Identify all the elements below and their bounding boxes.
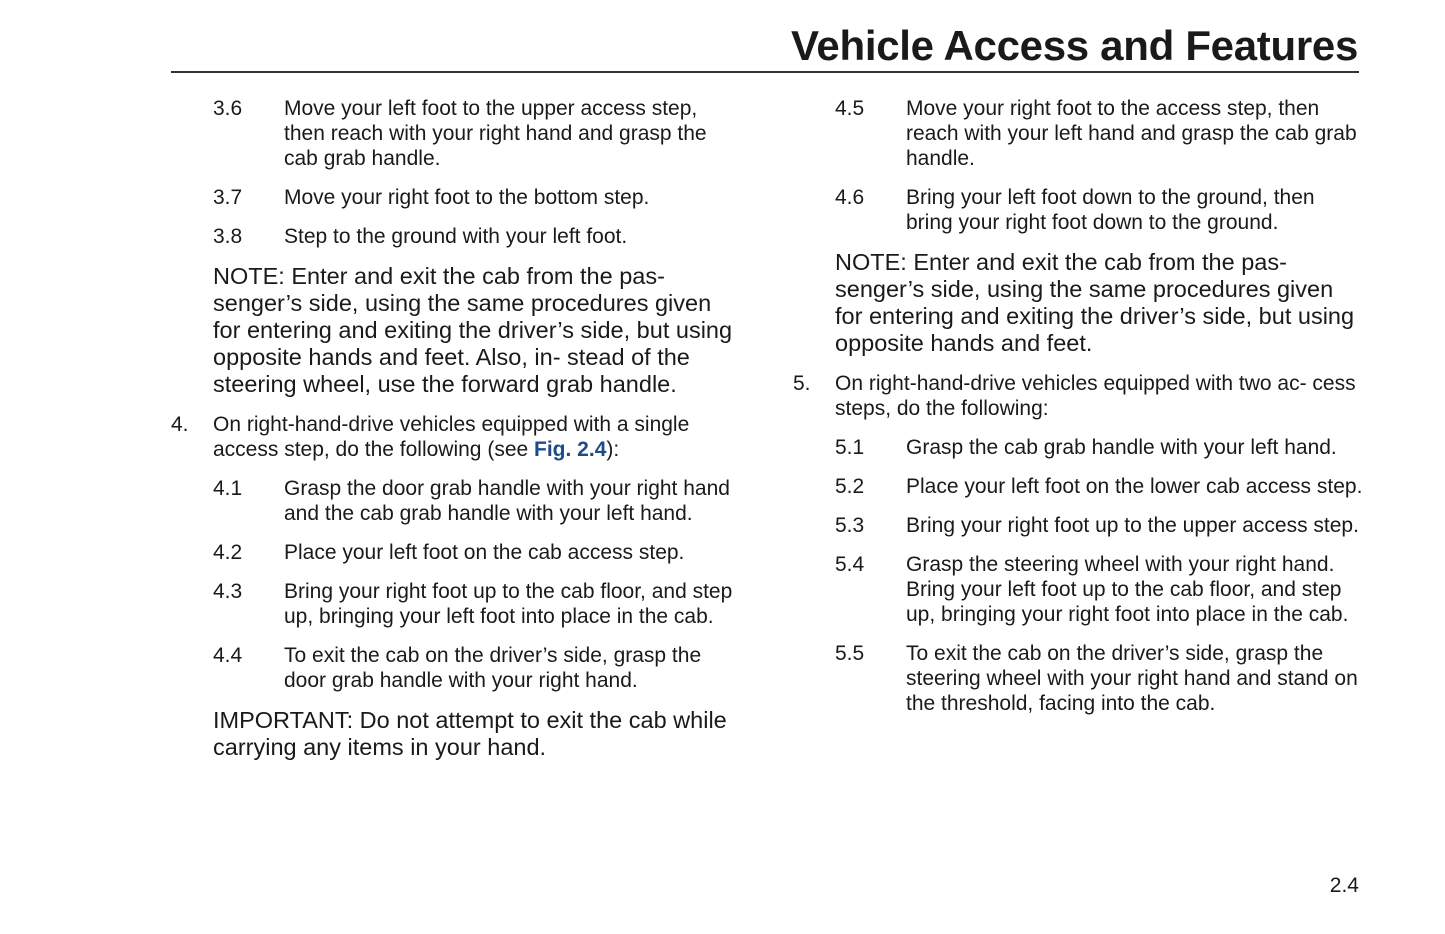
step-text: Move your right foot to the access step, then reach with your left hand and grasp the cab grab handle.	[906, 97, 1357, 170]
left-column	[171, 96, 741, 775]
item-number: 5.	[793, 372, 811, 395]
step-number: 5.4	[835, 553, 865, 576]
step-text: Grasp the steering wheel with your right hand. Bring your left foot up to the cab floor, and step up, bringing your right foot into place in the cab.	[906, 553, 1349, 626]
step-3-7	[171, 185, 741, 210]
step-number: 4.4	[213, 644, 243, 667]
step-5-3	[793, 513, 1363, 538]
step-5-2	[793, 474, 1363, 499]
page-title: Vehicle Access and Features	[791, 22, 1358, 69]
step-4-4	[171, 643, 741, 693]
item-5	[793, 371, 1363, 421]
step-number: 5.2	[835, 475, 865, 498]
step-4-2	[171, 540, 741, 565]
step-number: 4.6	[835, 186, 865, 209]
note-passenger-side: NOTE: Enter and exit the cab from the pas- senger’s side, using the same procedures given for entering and exiting the driver’s side, but using opposite hands and feet. Also, in- stead of the steering wheel, use the forward grab handle.	[213, 263, 733, 397]
step-3-8	[171, 224, 741, 249]
page-number: 2.4	[1329, 874, 1359, 897]
step-text: To exit the cab on the driver’s side, grasp the steering wheel with your right hand and stand on the threshold, facing into the cab.	[906, 642, 1358, 715]
step-number: 5.1	[835, 436, 865, 459]
item-text: On right-hand-drive vehicles equipped with two ac- cess steps, do the following:	[835, 372, 1356, 420]
step-number: 4.3	[213, 580, 243, 603]
right-column	[793, 96, 1363, 730]
step-4-5	[793, 96, 1363, 171]
step-4-1	[171, 476, 741, 526]
step-5-5	[793, 641, 1363, 716]
step-number: 4.2	[213, 541, 243, 564]
item-text-before: On right-hand-drive vehicles equipped with a single access step, do the following (see	[213, 413, 690, 461]
step-text: Bring your right foot up to the upper access step.	[906, 514, 1359, 537]
step-4-6	[793, 185, 1363, 235]
figure-reference-link[interactable]: Fig. 2.4	[534, 438, 607, 461]
step-3-6	[171, 96, 741, 171]
step-number: 4.5	[835, 97, 865, 120]
step-number: 4.1	[213, 477, 243, 500]
header-rule	[171, 71, 1359, 73]
item-text	[213, 413, 689, 461]
step-5-1	[793, 435, 1363, 460]
step-text: To exit the cab on the driver’s side, grasp the door grab handle with your right hand.	[284, 644, 702, 692]
step-text: Move your left foot to the upper access step, then reach with your right hand and grasp the cab grab handle.	[284, 97, 707, 170]
item-text-after: ):	[606, 438, 620, 461]
step-4-3	[171, 579, 741, 629]
step-5-4	[793, 552, 1363, 627]
item-4	[171, 412, 741, 462]
important-notice: IMPORTANT: Do not attempt to exit the cab while carrying any items in your hand.	[213, 707, 727, 760]
step-text: Step to the ground with your left foot.	[284, 225, 628, 248]
step-text: Bring your left foot down to the ground, then bring your right foot down to the ground.	[906, 186, 1315, 234]
step-number: 3.8	[213, 225, 243, 248]
step-number: 5.3	[835, 514, 865, 537]
step-number: 3.6	[213, 97, 243, 120]
step-text: Bring your right foot up to the cab floor, and step up, bringing your left foot into place in the cab.	[284, 580, 733, 628]
step-text: Grasp the cab grab handle with your left hand.	[906, 436, 1337, 459]
step-number: 3.7	[213, 186, 243, 209]
step-text: Grasp the door grab handle with your right hand and the cab grab handle with your left hand.	[284, 477, 730, 525]
step-text: Place your left foot on the cab access step.	[284, 541, 685, 564]
step-text: Move your right foot to the bottom step.	[284, 186, 650, 209]
step-number: 5.5	[835, 642, 865, 665]
step-text: Place your left foot on the lower cab access step.	[906, 475, 1363, 498]
item-number: 4.	[171, 413, 189, 436]
note-passenger-side: NOTE: Enter and exit the cab from the pas- senger’s side, using the same procedures given for entering and exiting the driver’s side, but using opposite hands and feet.	[835, 249, 1355, 356]
